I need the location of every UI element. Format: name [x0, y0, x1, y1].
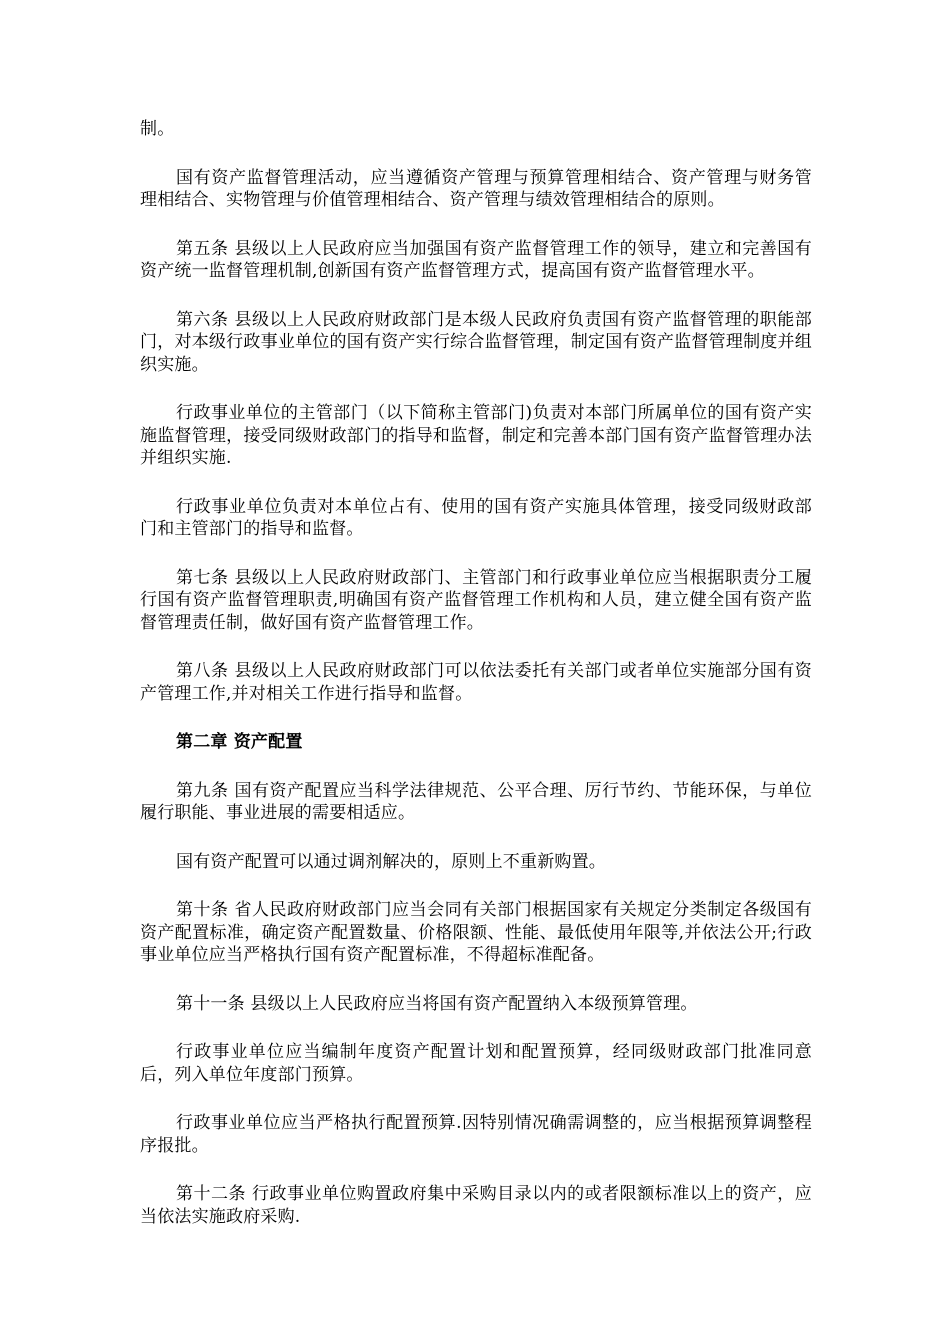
paragraph-supervision-principles: 国有资产监督管理活动，应当遵循资产管理与预算管理相结合、资产管理与财务管理相结合、实物管理与价值管理相结合、资产管理与绩效管理相结合的原则。	[140, 167, 812, 210]
chapter-heading: 第二章 资产配置	[176, 732, 303, 752]
paragraph-article-9: 第九条 国有资产配置应当科学法律规范、公平合理、厉行节约、节能环保，与单位履行职能、事业进展的需要相适应。	[140, 780, 812, 823]
paragraph-article-5: 第五条 县级以上人民政府应当加强国有资产监督管理工作的领导，建立和完善国有资产统一监督管理机制,创新国有资产监督管理方式，提高国有资产监督管理水平。	[140, 238, 812, 281]
paragraph-continuation: 制。	[140, 119, 175, 139]
paragraph-reallocation: 国有资产配置可以通过调剂解决的，原则上不重新购置。	[176, 851, 606, 872]
paragraph-article-8: 第八条 县级以上人民政府财政部门可以依法委托有关部门或者单位实施部分国有资产管理工作,并对相关工作进行指导和监督。	[140, 661, 812, 704]
document-page	[140, 118, 812, 1254]
paragraph-article-6: 第六条 县级以上人民政府财政部门是本级人民政府负责国有资产监督管理的职能部门，对本级行政事业单位的国有资产实行综合监督管理，制定国有资产监督管理制度并组织实施。	[140, 309, 812, 375]
paragraph-article-12: 第十二条 行政事业单位购置政府集中采购目录以内的或者限额标准以上的资产，应当依法实施政府采购.	[140, 1184, 812, 1227]
paragraph-article-10: 第十条 省人民政府财政部门应当会同有关部门根据国家有关规定分类制定各级国有资产配置标准，确定资产配置数量、价格限额、性能、最低使用年限等,并依法公开;行政事业单位应当严格执行国有资产配置标准，不得超标准配备。	[140, 900, 812, 965]
paragraph-competent-departments: 行政事业单位的主管部门（以下简称主管部门)负责对本部门所属单位的国有资产实施监督管理，接受同级财政部门的指导和监督，制定和完善本部门国有资产监督管理办法并组织实施.	[140, 403, 812, 468]
paragraph-allocation-plan: 行政事业单位应当编制年度资产配置计划和配置预算，经同级财政部门批准同意后，列入单位年度部门预算。	[140, 1042, 812, 1085]
paragraph-article-7: 第七条 县级以上人民政府财政部门、主管部门和行政事业单位应当根据职责分工履行国有资产监督管理职责,明确国有资产监督管理工作机构和人员，建立健全国有资产监督管理责任制，做好国有资产监督管理工作。	[140, 567, 812, 633]
paragraph-budget-adjustment: 行政事业单位应当严格执行配置预算.因特别情况确需调整的，应当根据预算调整程序报批。	[140, 1113, 812, 1156]
paragraph-unit-responsibility: 行政事业单位负责对本单位占有、使用的国有资产实施具体管理，接受同级财政部门和主管部门的指导和监督。	[140, 496, 812, 539]
paragraph-article-11: 第十一条 县级以上人民政府应当将国有资产配置纳入本级预算管理。	[176, 993, 698, 1014]
